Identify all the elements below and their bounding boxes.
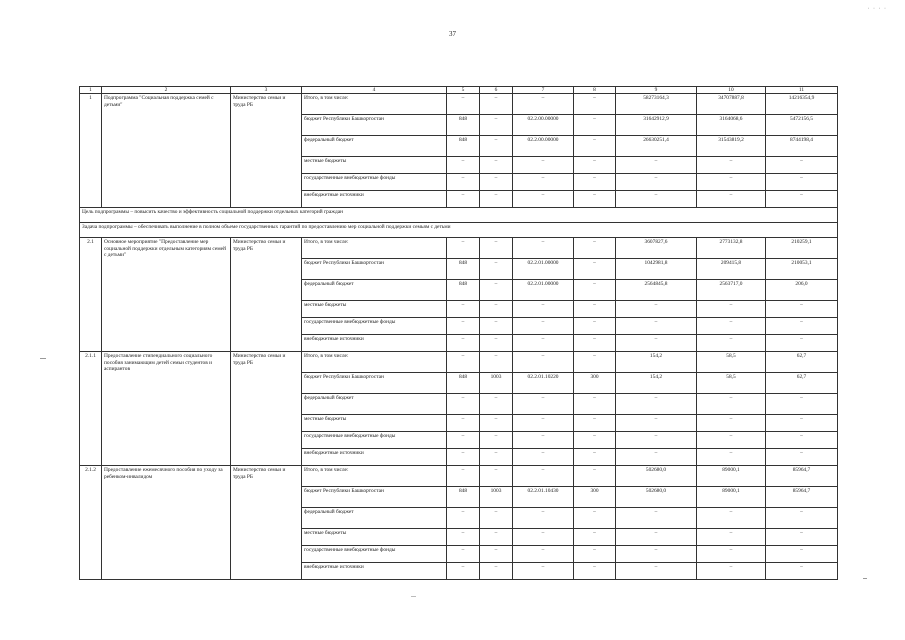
program-name-cell: Предоставление стипендиального социального пособия занимающим детей семьи студентов и аспирантов [102,352,231,466]
year-amount-cell: 58,5 [697,352,766,373]
section-code-cell: – [480,191,513,208]
section-code-cell: – [480,259,513,280]
gov-code-cell: – [447,394,480,415]
section-code-cell: – [480,432,513,449]
scan-mark-bottom [411,596,416,597]
total-amount-cell: – [616,394,697,415]
target-article-cell: – [513,394,574,415]
year-amount-cell: 210259,1 [766,238,838,259]
total-amount-cell: 31642912,9 [616,115,697,136]
funding-source-cell: местные бюджеты [302,157,447,174]
target-article-cell: 02.2.00.00000 [513,136,574,157]
section-code-cell: – [480,546,513,563]
program-name-cell: Подпрограмма "Социальная поддержка семей с детьми" [102,94,231,208]
year-amount-cell: 3164068,6 [697,115,766,136]
section-code-cell: – [480,415,513,432]
expense-type-cell: – [574,546,616,563]
year-amount-cell: 206,0 [766,280,838,301]
total-amount-cell: – [616,432,697,449]
funding-source-cell: Итого, в том числе: [302,94,447,115]
gov-code-cell: – [447,335,480,352]
target-article-cell: – [513,191,574,208]
year-amount-cell: – [766,318,838,335]
section-code-cell: – [480,136,513,157]
scan-mark-right [863,578,867,579]
total-amount-cell: 26630251,4 [616,136,697,157]
year-amount-cell: – [766,191,838,208]
year-amount-cell: 5472156,5 [766,115,838,136]
target-article-cell: – [513,318,574,335]
year-amount-cell: – [697,449,766,466]
target-article-cell: – [513,529,574,546]
year-amount-cell: – [697,335,766,352]
section-code-cell: – [480,301,513,318]
section-code-cell: 1003 [480,373,513,394]
expense-type-cell: – [574,238,616,259]
expense-type-cell: – [574,432,616,449]
gov-code-cell: 848 [447,373,480,394]
section-code-cell: – [480,335,513,352]
program-name-cell: Основное мероприятие "Предоставление мер социальной поддержки отдельным категориям семей с детьми" [102,238,231,352]
header-cell: 7 [513,87,574,94]
table-row [80,466,838,487]
funding-source-cell: Итого, в том числе: [302,238,447,259]
total-amount-cell: – [616,318,697,335]
table-body [80,87,838,580]
program-name-cell: Предоставление ежемесячного пособия по уходу за ребенком-инвалидом [102,466,231,580]
expense-type-cell: – [574,449,616,466]
expense-type-cell: – [574,563,616,580]
section-code-cell: – [480,466,513,487]
total-amount-cell: – [616,157,697,174]
target-article-cell: – [513,335,574,352]
target-article-cell: – [513,546,574,563]
funding-source-cell: внебюджетные источники [302,191,447,208]
year-amount-cell: – [766,394,838,415]
funding-source-cell: Итого, в том числе: [302,352,447,373]
expense-type-cell: – [574,318,616,335]
funding-source-cell: местные бюджеты [302,529,447,546]
total-amount-cell: 502680,0 [616,487,697,508]
gov-code-cell: 848 [447,115,480,136]
section-code-cell: – [480,94,513,115]
year-amount-cell: – [697,394,766,415]
funding-source-cell: бюджет Республики Башкортостан [302,487,447,508]
year-amount-cell: 8744198,4 [766,136,838,157]
target-article-cell: – [513,238,574,259]
year-amount-cell: – [697,415,766,432]
expense-type-cell: 300 [574,487,616,508]
year-amount-cell: – [766,174,838,191]
year-amount-cell: 85964,7 [766,487,838,508]
funding-source-cell: внебюджетные источники [302,335,447,352]
total-amount-cell: 154,2 [616,352,697,373]
expense-type-cell: – [574,352,616,373]
year-amount-cell: 209415,8 [697,259,766,280]
total-amount-cell: – [616,191,697,208]
year-amount-cell: 34707887,8 [697,94,766,115]
section-code-cell: – [480,449,513,466]
target-article-cell: 02.2.01.00000 [513,259,574,280]
gov-code-cell: 848 [447,136,480,157]
funding-source-cell: бюджет Республики Башкортостан [302,115,447,136]
section-code-cell: – [480,238,513,259]
expense-type-cell: – [574,191,616,208]
task-text: Задача подпрограммы – обеспечивать выполнение в полном объеме государственных гарантий по предоставлению мер социальной поддержки семьям с детьми [80,223,838,238]
expense-type-cell: – [574,174,616,191]
gov-code-cell: – [447,318,480,335]
gov-code-cell: – [447,94,480,115]
year-amount-cell: – [766,157,838,174]
header-cell: 1 [80,87,102,94]
gov-code-cell: – [447,174,480,191]
total-amount-cell: 58273164,3 [616,94,697,115]
scan-mark-left [40,358,46,359]
funding-source-cell: Итого, в том числе: [302,466,447,487]
section-code-cell: – [480,563,513,580]
row-number-cell: 1 [80,94,102,208]
funding-source-cell: государственные внебюджетные фонды [302,546,447,563]
total-amount-cell: – [616,335,697,352]
expense-type-cell: – [574,301,616,318]
gov-code-cell: – [447,529,480,546]
expense-type-cell: – [574,94,616,115]
header-cell: 6 [480,87,513,94]
year-amount-cell: – [766,546,838,563]
gov-code-cell: – [447,563,480,580]
budget-table [79,86,838,580]
year-amount-cell: 2773132,8 [697,238,766,259]
expense-type-cell: – [574,280,616,301]
target-article-cell: – [513,301,574,318]
section-code-cell: – [480,394,513,415]
target-article-cell: – [513,415,574,432]
year-amount-cell: – [766,301,838,318]
total-amount-cell: – [616,546,697,563]
goal-text: Цель подпрограммы – повысить качество и эффективность социальной поддержки отдельных категорий граждан [80,208,838,223]
year-amount-cell: – [697,546,766,563]
gov-code-cell: 848 [447,487,480,508]
gov-code-cell: – [447,238,480,259]
target-article-cell: – [513,174,574,191]
year-amount-cell: – [766,449,838,466]
total-amount-cell: – [616,301,697,318]
year-amount-cell: 85964,7 [766,466,838,487]
expense-type-cell: – [574,415,616,432]
year-amount-cell: – [766,335,838,352]
year-amount-cell: – [697,191,766,208]
target-article-cell: – [513,157,574,174]
gov-code-cell: 848 [447,280,480,301]
gov-code-cell: – [447,432,480,449]
gov-code-cell: – [447,301,480,318]
gov-code-cell: – [447,466,480,487]
funding-source-cell: федеральный бюджет [302,394,447,415]
year-amount-cell: – [766,415,838,432]
total-amount-cell: – [616,529,697,546]
table-row [80,352,838,373]
year-amount-cell: 14216354,9 [766,94,838,115]
expense-type-cell: – [574,529,616,546]
target-article-cell: – [513,352,574,373]
year-amount-cell: 58,5 [697,373,766,394]
funding-source-cell: государственные внебюджетные фонды [302,318,447,335]
year-amount-cell: – [697,301,766,318]
goal-text-row [80,208,838,223]
year-amount-cell: – [766,508,838,529]
gov-code-cell: 848 [447,259,480,280]
total-amount-cell: 154,2 [616,373,697,394]
funding-source-cell: государственные внебюджетные фонды [302,174,447,191]
section-code-cell: 1003 [480,487,513,508]
table-row [80,94,838,115]
year-amount-cell: – [697,432,766,449]
year-amount-cell: 89000,1 [697,466,766,487]
row-number-cell: 2.1.2 [80,466,102,580]
section-code-cell: – [480,352,513,373]
gov-code-cell: – [447,191,480,208]
target-article-cell: – [513,466,574,487]
section-code-cell: – [480,508,513,529]
year-amount-cell: – [697,563,766,580]
year-amount-cell: – [697,318,766,335]
page-number: 37 [449,30,456,38]
header-cell: 11 [766,87,838,94]
header-cell: 10 [697,87,766,94]
year-amount-cell: 89000,1 [697,487,766,508]
table-row [80,238,838,259]
target-article-cell: – [513,508,574,529]
gov-code-cell: – [447,157,480,174]
funding-source-cell: государственные внебюджетные фонды [302,432,447,449]
header-cell: 5 [447,87,480,94]
expense-type-cell: 300 [574,373,616,394]
header-row [80,87,838,94]
executor-cell: Министерство семьи и труда РБ [231,238,302,352]
total-amount-cell: – [616,563,697,580]
section-code-cell: – [480,157,513,174]
header-cell: 3 [231,87,302,94]
funding-source-cell: федеральный бюджет [302,508,447,529]
funding-source-cell: бюджет Республики Башкортостан [302,373,447,394]
section-code-cell: – [480,318,513,335]
year-amount-cell: – [697,174,766,191]
gov-code-cell: – [447,546,480,563]
year-amount-cell: – [697,157,766,174]
gov-code-cell: – [447,352,480,373]
year-amount-cell: – [697,529,766,546]
funding-source-cell: местные бюджеты [302,301,447,318]
year-amount-cell: 210053,1 [766,259,838,280]
year-amount-cell: – [766,529,838,546]
expense-type-cell: – [574,508,616,529]
task-text-row [80,223,838,238]
row-number-cell: 2.1.1 [80,352,102,466]
target-article-cell: 02.2.01.10430 [513,487,574,508]
total-amount-cell: 2564845,8 [616,280,697,301]
expense-type-cell: – [574,394,616,415]
funding-source-cell: местные бюджеты [302,415,447,432]
funding-source-cell: внебюджетные источники [302,563,447,580]
executor-cell: Министерство семьи и труда РБ [231,466,302,580]
expense-type-cell: – [574,157,616,174]
section-code-cell: – [480,174,513,191]
funding-source-cell: бюджет Республики Башкортостан [302,259,447,280]
target-article-cell: 02.2.01.10220 [513,373,574,394]
section-code-cell: – [480,529,513,546]
header-cell: 4 [302,87,447,94]
gov-code-cell: – [447,449,480,466]
executor-cell: Министерство семьи и труда РБ [231,94,302,208]
funding-source-cell: федеральный бюджет [302,280,447,301]
total-amount-cell: – [616,415,697,432]
row-number-cell: 2.1 [80,238,102,352]
funding-source-cell: внебюджетные источники [302,449,447,466]
executor-cell: Министерство семьи и труда РБ [231,352,302,466]
year-amount-cell: 62,7 [766,373,838,394]
year-amount-cell: – [766,432,838,449]
gov-code-cell: – [447,508,480,529]
year-amount-cell: 62,7 [766,352,838,373]
section-code-cell: – [480,115,513,136]
corner-mark: · · · · [867,6,887,12]
expense-type-cell: – [574,466,616,487]
gov-code-cell: – [447,415,480,432]
expense-type-cell: – [574,335,616,352]
year-amount-cell: 31543819,2 [697,136,766,157]
year-amount-cell: – [697,508,766,529]
target-article-cell: 02.2.00.00000 [513,115,574,136]
total-amount-cell: 502680,0 [616,466,697,487]
header-cell: 9 [616,87,697,94]
year-amount-cell: 2563717,0 [697,280,766,301]
year-amount-cell: – [766,563,838,580]
expense-type-cell: – [574,115,616,136]
total-amount-cell: – [616,508,697,529]
expense-type-cell: – [574,259,616,280]
target-article-cell: – [513,449,574,466]
target-article-cell: – [513,432,574,449]
total-amount-cell: – [616,174,697,191]
funding-source-cell: федеральный бюджет [302,136,447,157]
header-cell: 8 [574,87,616,94]
target-article-cell: – [513,563,574,580]
total-amount-cell: 3607827,6 [616,238,697,259]
total-amount-cell: 1042981,8 [616,259,697,280]
total-amount-cell: – [616,449,697,466]
target-article-cell: – [513,94,574,115]
section-code-cell: – [480,280,513,301]
expense-type-cell: – [574,136,616,157]
header-cell: 2 [102,87,231,94]
target-article-cell: 02.2.01.00000 [513,280,574,301]
